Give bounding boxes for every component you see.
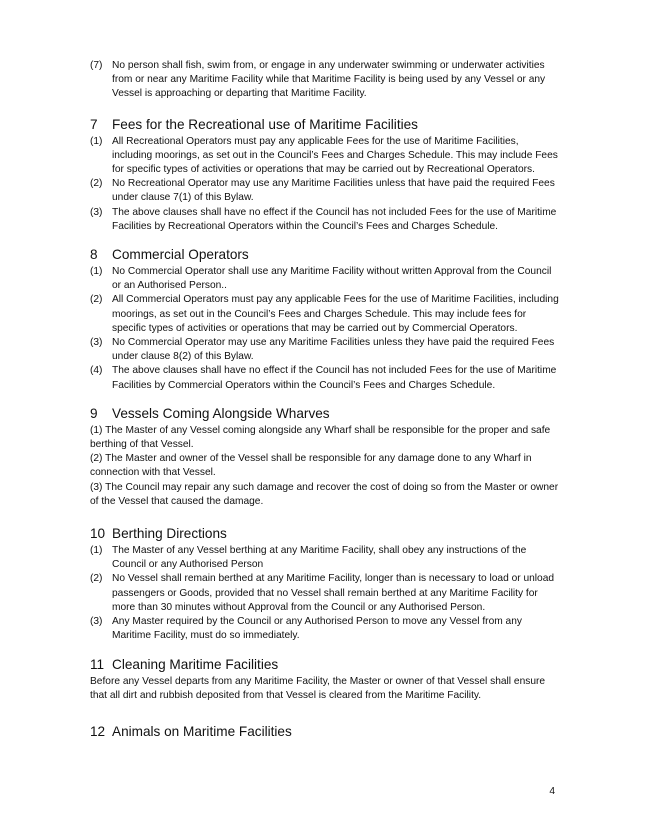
clause-item (90, 572, 560, 615)
section-heading-8 (90, 246, 560, 263)
clause-text: The Master of any Vessel berthing at any Maritime Facility, shall obey any instructions of the Council or any Authorised Person (112, 545, 527, 571)
section-heading-10 (90, 525, 560, 542)
clause-number: (7) (90, 60, 103, 71)
clause-item (90, 544, 560, 572)
section-heading-12 (90, 723, 560, 740)
clause-text: No Commercial Operator may use any Maritime Facilities unless they have paid the required Fees under clause 8(2) of this Bylaw. (112, 337, 555, 363)
clause-text: The above clauses shall have no effect if the Council has not included Fees for the use of Maritime Facilities by Recreational Operators within the Council’s Fees and Charges Schedule. (112, 206, 557, 232)
section-number: 10 (90, 526, 106, 542)
clause-text: No person shall fish, swim from, or engage in any underwater swimming or underwater activities from or near any Maritime Facility while that Maritime Facility is being used by any Vessel or any Vessel is approaching or departing that Maritime Facility. (112, 60, 546, 100)
section-number: 11 (90, 656, 105, 672)
clause-item (90, 265, 560, 293)
page-number: 4 (549, 786, 555, 797)
clause-number: (2) (90, 573, 103, 585)
section-number: 9 (90, 405, 98, 421)
section-number: 8 (90, 247, 98, 263)
clause-number: (3) (90, 616, 103, 628)
section-title: Vessels Coming Alongside Wharves (112, 405, 330, 421)
clause-number: (1) (90, 545, 103, 557)
section-paragraph: (2) The Master and owner of the Vessel shall be responsible for any damage done to any Wharf in connection with that Vessel. (90, 453, 532, 479)
section-heading-9 (90, 405, 560, 422)
clause-text: The above clauses shall have no effect if the Council has not included Fees for the use of Maritime Facilities by Commercial Operators within the Council’s Fees and Charges Schedule. (112, 365, 557, 391)
clause-number: (2) (90, 294, 103, 306)
clause-text: No Vessel shall remain berthed at any Maritime Facility, longer than is necessary to load or unload passengers or Goods, provided that no Vessel shall remain berthed at any Maritime Facility for more than 30 minutes without Approval from the Council or any Authorised Person. (112, 573, 555, 613)
section-title: Cleaning Maritime Facilities (112, 656, 279, 672)
clause-item (90, 59, 560, 102)
clause-number: (1) (90, 266, 103, 278)
clause-number: (2) (90, 178, 103, 190)
section-title: Berthing Directions (112, 526, 227, 542)
clause-item (90, 135, 560, 178)
clause-item (90, 293, 560, 336)
section-heading-11 (90, 656, 560, 673)
clause-number: (4) (90, 365, 103, 377)
clause-item (90, 177, 560, 205)
clause-text: Any Master required by the Council or any Authorised Person to move any Vessel from any Maritime Facility, must do so immediately. (112, 616, 522, 642)
section-title: Fees for the Recreational use of Maritime Facilities (112, 116, 418, 132)
clause-text: No Recreational Operator may use any Maritime Facilities unless that have paid the required Fees under clause 7(1) of this Bylaw. (112, 178, 555, 204)
clause-item (90, 364, 560, 392)
clause-text: All Recreational Operators must pay any applicable Fees for the use of Maritime Facilities, including moorings, as set out in the Council’s Fees and Charges Schedule. This may include Fees for specific types of activities or operations that may be carried out by Recreational Operators. (112, 135, 558, 176)
section-paragraph: Before any Vessel departs from any Maritime Facility, the Master or owner of that Vessel shall ensure that all dirt and rubbish deposited from that Vessel is cleared from the Maritime Facility. (90, 675, 546, 701)
section-title: Commercial Operators (112, 247, 249, 263)
clause-item (90, 615, 560, 643)
section-heading-7 (90, 116, 560, 133)
section-paragraph: (1) The Master of any Vessel coming alongside any Wharf shall be responsible for the proper and safe berthing of that Vessel. (90, 424, 551, 451)
section-paragraph: (3) The Council may repair any such damage and recover the cost of doing so from the Master or owner of the Vessel that caused the damage. (90, 481, 559, 507)
section-number: 12 (90, 723, 106, 739)
clause-number: (3) (90, 337, 103, 349)
clause-item (90, 336, 560, 364)
section-title: Animals on Maritime Facilities (112, 723, 292, 739)
clause-item (90, 206, 560, 234)
document-body (90, 59, 560, 742)
clause-number: (3) (90, 206, 103, 218)
clause-text: No Commercial Operator shall use any Maritime Facility without written Approval from the Council or an Authorised Person.. (112, 266, 552, 292)
clause-number: (1) (90, 135, 103, 147)
section-number: 7 (90, 116, 98, 132)
clause-text: All Commercial Operators must pay any applicable Fees for the use of Maritime Facilities, including moorings, as set out in the Council’s Fees and Charges Schedule. This may include fees for specific types of activities or operations that may be carried out by Commercial Operators. (112, 294, 559, 334)
